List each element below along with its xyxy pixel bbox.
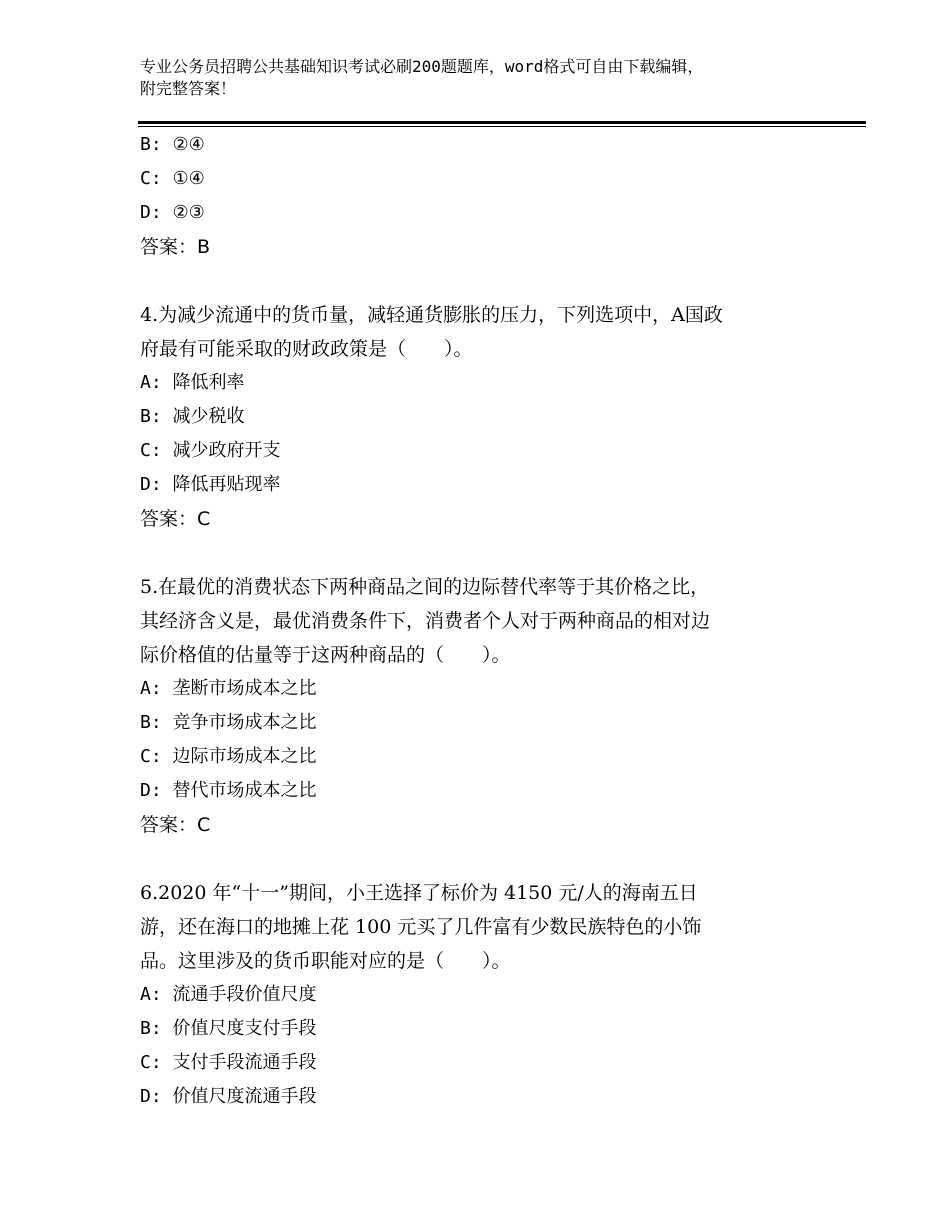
option-b: B: 价值尺度支付手段 <box>140 1018 317 1039</box>
option-a: A: 流通手段价值尺度 <box>140 984 317 1005</box>
header-rule-thick <box>138 121 866 124</box>
question-text-line: 6.2020 年“十一”期间，小王选择了标价为 4150 元/人的海南五日 <box>140 882 698 904</box>
question-6 <box>140 876 840 1114</box>
option-b: B: 竞争市场成本之比 <box>140 712 317 733</box>
option-b: B: ②④ <box>140 134 205 155</box>
option-b: B: 减少税收 <box>140 406 245 427</box>
document-body <box>140 128 840 1114</box>
answer: 答案：B <box>140 236 211 258</box>
spacer <box>140 842 840 876</box>
question-4 <box>140 298 840 536</box>
option-a: A: 垄断市场成本之比 <box>140 678 317 699</box>
question-text-line: 4.为减少流通中的货币量，减轻通货膨胀的压力，下列选项中，A国政 <box>140 304 723 326</box>
question-text-line: 府最有可能采取的财政政策是（ ）。 <box>140 338 473 360</box>
question-text-line: 际价格值的估量等于这两种商品的（ ）。 <box>140 644 511 666</box>
question-5 <box>140 570 840 842</box>
option-c: C: 减少政府开支 <box>140 440 281 461</box>
option-a: A: 降低利率 <box>140 372 245 393</box>
option-d: D: 降低再贴现率 <box>140 474 281 495</box>
question-text-line: 品。这里涉及的货币职能对应的是（ ）。 <box>140 950 511 972</box>
question-text-line: 5.在最优的消费状态下两种商品之间的边际替代率等于其价格之比， <box>140 576 710 598</box>
page-header <box>140 56 840 100</box>
header-line-2: 附完整答案！ <box>140 79 237 98</box>
answer: 答案：C <box>140 814 211 836</box>
answer: 答案：C <box>140 508 211 530</box>
option-d: D: 替代市场成本之比 <box>140 780 317 801</box>
header-rule-thin <box>138 126 866 127</box>
option-d: D: ②③ <box>140 202 205 223</box>
header-line-1: 专业公务员招聘公共基础知识考试必刷200题题库，word格式可自由下载编辑， <box>140 57 704 76</box>
question-3-tail <box>140 128 840 264</box>
question-text-line: 其经济含义是，最优消费条件下，消费者个人对于两种商品的相对边 <box>140 610 711 632</box>
option-d: D: 价值尺度流通手段 <box>140 1086 317 1107</box>
option-c: C: 边际市场成本之比 <box>140 746 317 767</box>
option-c: C: ①④ <box>140 168 205 189</box>
spacer <box>140 264 840 298</box>
spacer <box>140 536 840 570</box>
option-c: C: 支付手段流通手段 <box>140 1052 317 1073</box>
question-text-line: 游，还在海口的地摊上花 100 元买了几件富有少数民族特色的小饰 <box>140 916 702 938</box>
